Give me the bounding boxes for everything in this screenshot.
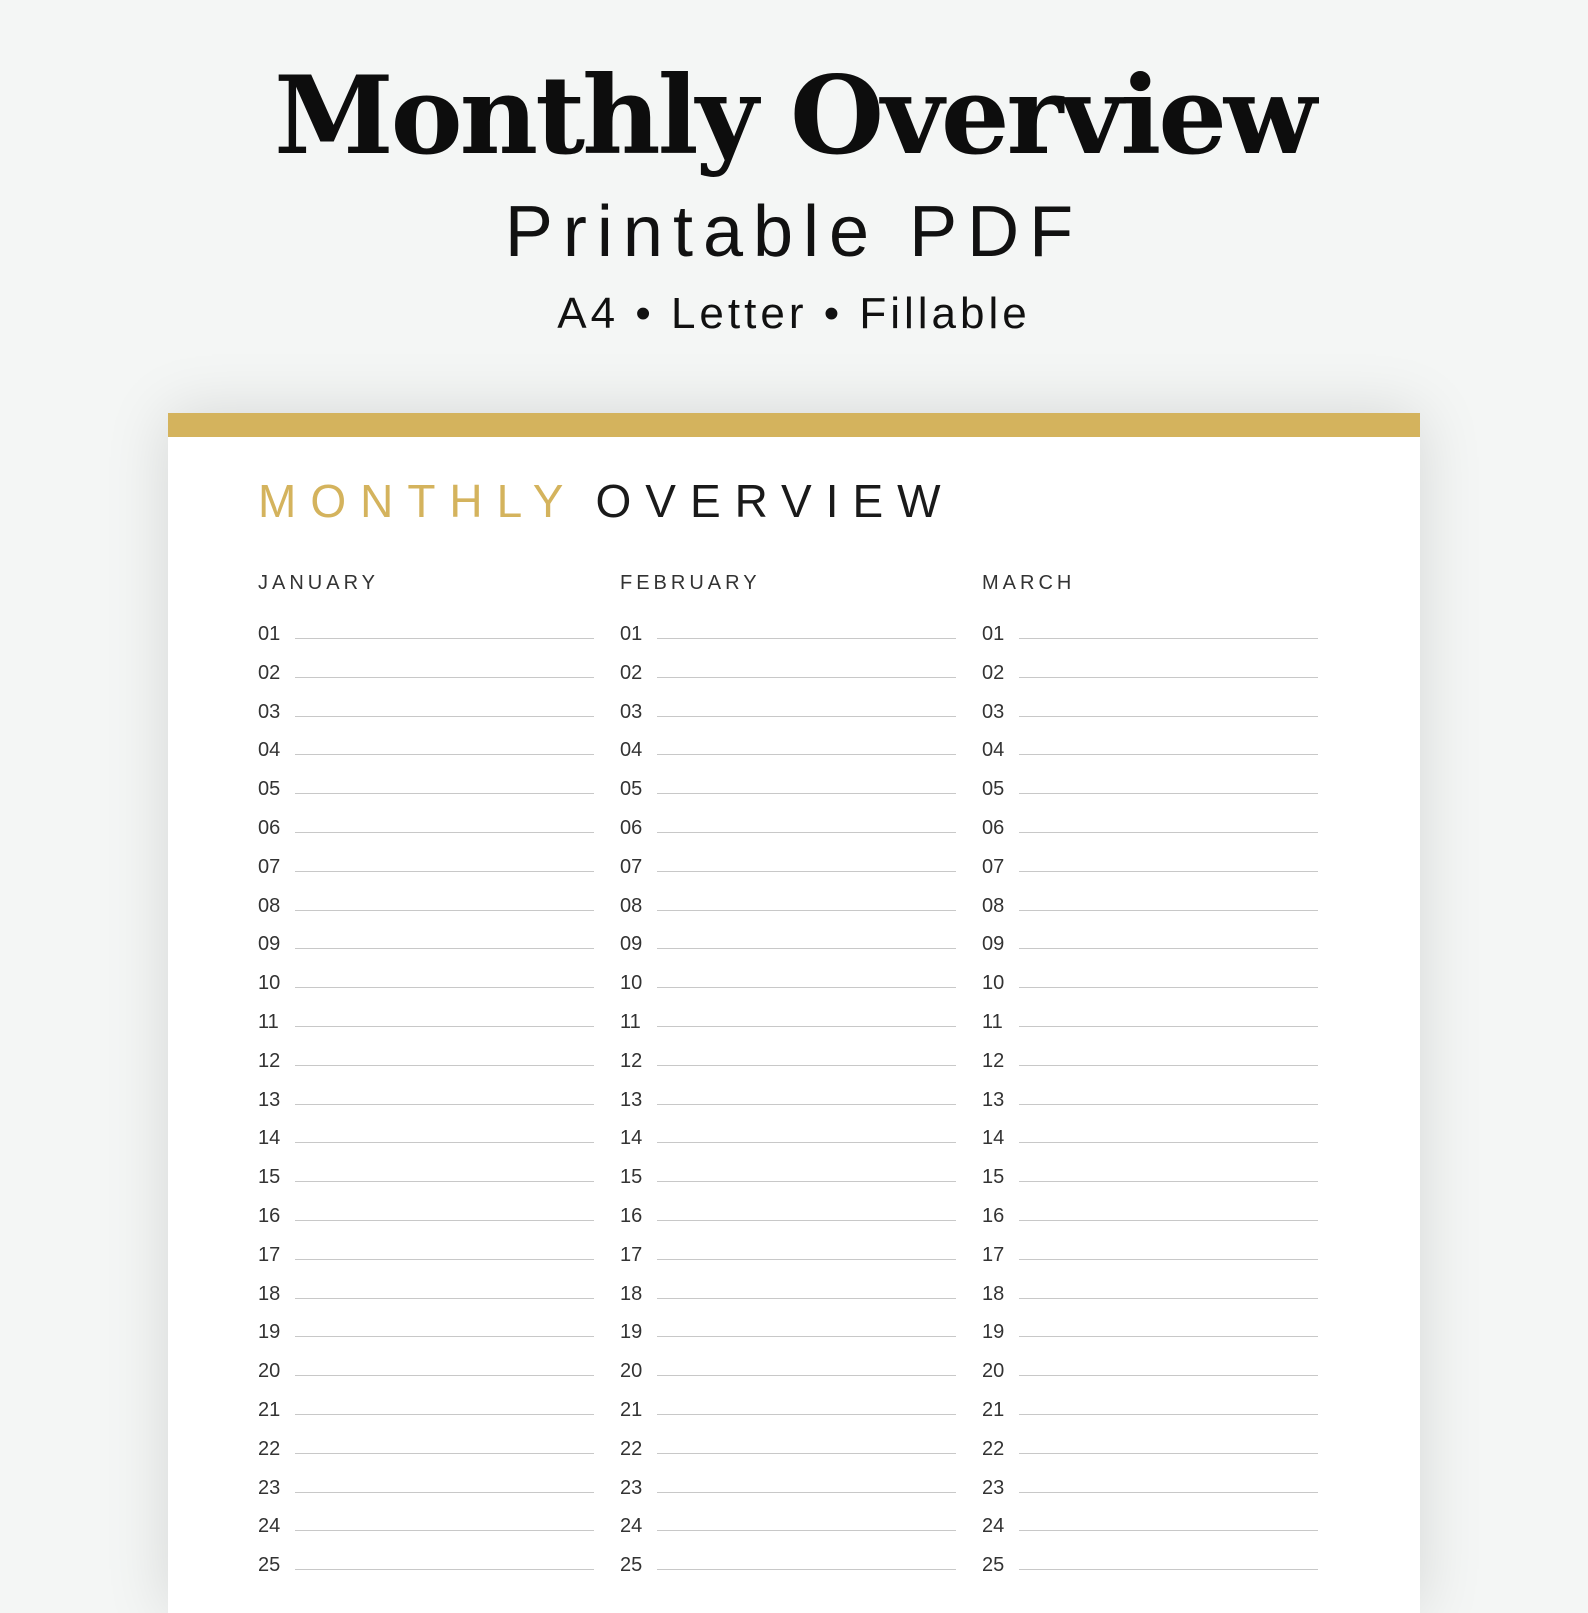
day-number: 08 — [982, 894, 1005, 917]
day-row — [258, 928, 594, 967]
day-number: 24 — [258, 1515, 281, 1538]
day-entry-line[interactable] — [1019, 1453, 1318, 1454]
day-number: 02 — [982, 661, 1005, 684]
day-row — [982, 928, 1318, 967]
day-entry-line[interactable] — [295, 987, 594, 988]
day-entry-line[interactable] — [295, 1104, 594, 1105]
day-entry-line[interactable] — [1019, 1414, 1318, 1415]
day-number: 02 — [258, 661, 281, 684]
day-number: 01 — [258, 623, 281, 645]
planner-sheet — [168, 413, 1420, 1613]
day-entry-line[interactable] — [1019, 677, 1318, 678]
day-entry-line[interactable] — [295, 871, 594, 872]
day-number: 25 — [982, 1554, 1005, 1577]
day-row — [258, 812, 594, 851]
day-entry-line[interactable] — [1019, 1530, 1318, 1531]
day-number: 14 — [620, 1127, 643, 1150]
day-row — [620, 1045, 956, 1084]
day-entry-line[interactable] — [657, 716, 956, 717]
day-number: 20 — [982, 1360, 1005, 1383]
day-number: 25 — [258, 1554, 281, 1577]
day-row — [258, 1394, 594, 1433]
day-row — [982, 657, 1318, 696]
day-row — [982, 1278, 1318, 1317]
day-entry-line[interactable] — [657, 1375, 956, 1376]
day-entry-line[interactable] — [657, 1453, 956, 1454]
day-entry-line[interactable] — [1019, 1065, 1318, 1066]
day-number: 06 — [258, 816, 281, 839]
day-row — [982, 1549, 1318, 1588]
day-row — [620, 1200, 956, 1239]
day-entry-line[interactable] — [295, 1414, 594, 1415]
day-entry-line[interactable] — [657, 1104, 956, 1105]
month-column-january — [258, 572, 594, 1577]
day-number: 21 — [620, 1398, 643, 1421]
sheet-heading — [258, 475, 955, 527]
day-row — [620, 1006, 956, 1045]
day-number: 22 — [258, 1437, 281, 1460]
day-number: 17 — [982, 1243, 1005, 1266]
day-row — [258, 1200, 594, 1239]
day-number: 03 — [258, 700, 281, 723]
day-entry-line[interactable] — [1019, 716, 1318, 717]
day-row — [258, 1316, 594, 1355]
day-number: 07 — [258, 855, 281, 878]
day-entry-line[interactable] — [295, 1259, 594, 1260]
day-entry-line[interactable] — [657, 1298, 956, 1299]
day-number: 23 — [258, 1476, 281, 1499]
day-row — [258, 851, 594, 890]
day-entry-line[interactable] — [657, 832, 956, 833]
day-entry-line[interactable] — [1019, 1298, 1318, 1299]
day-number: 08 — [620, 894, 643, 917]
day-entry-line[interactable] — [295, 910, 594, 911]
day-row — [620, 890, 956, 929]
day-number: 12 — [982, 1049, 1005, 1072]
day-row — [258, 1239, 594, 1278]
day-number: 20 — [620, 1360, 643, 1383]
day-entry-line[interactable] — [295, 1298, 594, 1299]
day-row — [982, 1316, 1318, 1355]
day-entry-line[interactable] — [1019, 1142, 1318, 1143]
day-entry-line[interactable] — [295, 1065, 594, 1066]
day-number: 03 — [982, 700, 1005, 723]
day-entry-line[interactable] — [295, 716, 594, 717]
day-entry-line[interactable] — [1019, 1259, 1318, 1260]
day-number: 16 — [982, 1204, 1005, 1227]
sheet-heading-overview: OVERVIEW — [595, 475, 955, 527]
day-number: 08 — [258, 894, 281, 917]
day-number: 09 — [258, 933, 281, 956]
day-row — [258, 1510, 594, 1549]
day-row — [620, 1239, 956, 1278]
day-row — [258, 1549, 594, 1588]
day-row — [620, 1084, 956, 1123]
day-rows — [982, 618, 1318, 1588]
day-entry-line[interactable] — [1019, 910, 1318, 911]
day-row — [620, 967, 956, 1006]
day-entry-line[interactable] — [657, 1181, 956, 1182]
day-row — [982, 734, 1318, 773]
day-number: 16 — [258, 1204, 281, 1227]
month-title: MARCH — [982, 572, 1076, 594]
day-number: 04 — [258, 739, 281, 762]
day-entry-line[interactable] — [295, 1220, 594, 1221]
day-number: 11 — [620, 1010, 641, 1033]
day-entry-line[interactable] — [657, 948, 956, 949]
day-row — [982, 851, 1318, 890]
day-number: 25 — [620, 1554, 643, 1577]
day-row — [982, 696, 1318, 735]
day-number: 05 — [620, 778, 643, 801]
day-row — [258, 618, 594, 657]
day-row — [982, 773, 1318, 812]
sheet-heading-monthly: MONTHLY — [258, 475, 578, 527]
day-row — [982, 890, 1318, 929]
day-number: 07 — [982, 855, 1005, 878]
day-row — [982, 1510, 1318, 1549]
day-row — [258, 734, 594, 773]
day-row — [982, 1433, 1318, 1472]
day-entry-line[interactable] — [1019, 754, 1318, 755]
day-row — [620, 1161, 956, 1200]
day-row — [620, 1433, 956, 1472]
day-entry-line[interactable] — [657, 793, 956, 794]
day-number: 23 — [620, 1476, 643, 1499]
day-entry-line[interactable] — [295, 793, 594, 794]
day-row — [620, 1355, 956, 1394]
hero-subtitle: Printable PDF — [504, 192, 1084, 272]
day-entry-line[interactable] — [657, 1026, 956, 1027]
day-entry-line[interactable] — [295, 638, 594, 639]
day-number: 10 — [258, 972, 281, 995]
day-number: 09 — [620, 933, 643, 956]
day-entry-line[interactable] — [1019, 793, 1318, 794]
day-number: 04 — [620, 739, 643, 762]
month-title: FEBRUARY — [620, 572, 761, 594]
day-entry-line[interactable] — [1019, 1181, 1318, 1182]
day-number: 06 — [620, 816, 643, 839]
day-row — [620, 1549, 956, 1588]
day-row — [258, 696, 594, 735]
day-number: 04 — [982, 739, 1005, 762]
day-rows — [620, 618, 956, 1588]
day-row — [620, 1316, 956, 1355]
day-number: 11 — [258, 1010, 279, 1033]
day-number: 12 — [620, 1049, 643, 1072]
day-number: 18 — [982, 1282, 1005, 1305]
day-number: 03 — [620, 700, 643, 723]
day-entry-line[interactable] — [1019, 871, 1318, 872]
day-number: 17 — [258, 1243, 281, 1266]
day-row — [620, 851, 956, 890]
day-row — [620, 1278, 956, 1317]
day-rows — [258, 618, 594, 1588]
day-entry-line[interactable] — [1019, 1336, 1318, 1337]
day-row — [258, 1433, 594, 1472]
day-row — [982, 1355, 1318, 1394]
day-row — [258, 773, 594, 812]
day-row — [258, 1161, 594, 1200]
day-entry-line[interactable] — [1019, 1375, 1318, 1376]
accent-bar — [168, 413, 1420, 437]
day-number: 21 — [982, 1398, 1005, 1421]
day-entry-line[interactable] — [295, 1336, 594, 1337]
day-entry-line[interactable] — [657, 1530, 956, 1531]
day-row — [982, 1084, 1318, 1123]
day-number: 06 — [982, 816, 1005, 839]
day-row — [258, 890, 594, 929]
day-entry-line[interactable] — [657, 1142, 956, 1143]
day-row — [258, 1472, 594, 1511]
day-number: 15 — [982, 1166, 1005, 1189]
day-entry-line[interactable] — [1019, 638, 1318, 639]
day-entry-line[interactable] — [657, 1492, 956, 1493]
day-entry-line[interactable] — [295, 1026, 594, 1027]
day-entry-line[interactable] — [295, 1375, 594, 1376]
day-entry-line[interactable] — [295, 1492, 594, 1493]
day-number: 07 — [620, 855, 643, 878]
day-entry-line[interactable] — [1019, 1220, 1318, 1221]
day-number: 13 — [620, 1088, 643, 1111]
day-row — [982, 1200, 1318, 1239]
day-row — [258, 967, 594, 1006]
day-number: 19 — [982, 1321, 1005, 1344]
day-number: 10 — [982, 972, 1005, 995]
day-row — [620, 618, 956, 657]
day-number: 13 — [258, 1088, 281, 1111]
day-entry-line[interactable] — [295, 1569, 594, 1570]
month-title: JANUARY — [258, 572, 379, 594]
day-row — [258, 1045, 594, 1084]
day-row — [620, 812, 956, 851]
day-number: 02 — [620, 661, 643, 684]
day-row — [982, 1122, 1318, 1161]
day-row — [620, 734, 956, 773]
day-entry-line[interactable] — [657, 1569, 956, 1570]
day-row — [258, 1122, 594, 1161]
day-entry-line[interactable] — [295, 832, 594, 833]
day-row — [620, 928, 956, 967]
day-entry-line[interactable] — [1019, 987, 1318, 988]
day-entry-line[interactable] — [295, 1142, 594, 1143]
day-row — [982, 1394, 1318, 1433]
day-number: 19 — [258, 1321, 281, 1344]
day-row — [982, 1006, 1318, 1045]
day-row — [982, 1239, 1318, 1278]
day-number: 24 — [620, 1515, 643, 1538]
day-row — [620, 1122, 956, 1161]
day-row — [620, 696, 956, 735]
day-number: 18 — [620, 1282, 643, 1305]
day-number: 15 — [258, 1166, 281, 1189]
day-row — [258, 1278, 594, 1317]
day-entry-line[interactable] — [1019, 1492, 1318, 1493]
day-entry-line[interactable] — [657, 1220, 956, 1221]
day-entry-line[interactable] — [1019, 1104, 1318, 1105]
day-row — [258, 1355, 594, 1394]
day-entry-line[interactable] — [1019, 832, 1318, 833]
day-entry-line[interactable] — [657, 871, 956, 872]
day-entry-line[interactable] — [657, 1414, 956, 1415]
day-entry-line[interactable] — [657, 638, 956, 639]
day-row — [982, 1472, 1318, 1511]
day-entry-line[interactable] — [295, 754, 594, 755]
month-column-march — [982, 572, 1318, 1577]
day-row — [982, 812, 1318, 851]
day-entry-line[interactable] — [657, 987, 956, 988]
day-number: 23 — [982, 1476, 1005, 1499]
day-entry-line[interactable] — [295, 1181, 594, 1182]
day-number: 22 — [982, 1437, 1005, 1460]
day-entry-line[interactable] — [657, 754, 956, 755]
day-entry-line[interactable] — [295, 677, 594, 678]
day-number: 14 — [982, 1127, 1005, 1150]
day-row — [982, 967, 1318, 1006]
day-row — [620, 657, 956, 696]
hero-title: Monthly Overview — [274, 53, 1314, 179]
day-row — [982, 1045, 1318, 1084]
day-number: 05 — [258, 778, 281, 801]
day-row — [620, 773, 956, 812]
day-number: 24 — [982, 1515, 1005, 1538]
day-number: 19 — [620, 1321, 643, 1344]
day-number: 20 — [258, 1360, 281, 1383]
hero-formats: A4 • Letter • Fillable — [557, 289, 1031, 338]
day-row — [982, 1161, 1318, 1200]
day-number: 05 — [982, 778, 1005, 801]
day-number: 14 — [258, 1127, 281, 1150]
day-number: 13 — [982, 1088, 1005, 1111]
day-number: 22 — [620, 1437, 643, 1460]
day-number: 15 — [620, 1166, 643, 1189]
day-row — [258, 657, 594, 696]
day-number: 18 — [258, 1282, 281, 1305]
day-row — [258, 1084, 594, 1123]
day-entry-line[interactable] — [657, 1336, 956, 1337]
day-entry-line[interactable] — [1019, 1569, 1318, 1570]
day-row — [620, 1394, 956, 1433]
day-number: 11 — [982, 1010, 1003, 1033]
day-entry-line[interactable] — [657, 677, 956, 678]
day-entry-line[interactable] — [1019, 948, 1318, 949]
day-entry-line[interactable] — [657, 1065, 956, 1066]
day-number: 21 — [258, 1398, 281, 1421]
day-entry-line[interactable] — [1019, 1026, 1318, 1027]
day-row — [258, 1006, 594, 1045]
day-number: 01 — [982, 623, 1005, 645]
day-entry-line[interactable] — [657, 1259, 956, 1260]
day-row — [620, 1472, 956, 1511]
day-number: 17 — [620, 1243, 643, 1266]
day-entry-line[interactable] — [657, 910, 956, 911]
day-entry-line[interactable] — [295, 1530, 594, 1531]
day-number: 10 — [620, 972, 643, 995]
day-number: 12 — [258, 1049, 281, 1072]
day-entry-line[interactable] — [295, 948, 594, 949]
day-number: 01 — [620, 623, 643, 645]
day-entry-line[interactable] — [295, 1453, 594, 1454]
day-row — [620, 1510, 956, 1549]
day-number: 16 — [620, 1204, 643, 1227]
day-number: 09 — [982, 933, 1005, 956]
month-column-february — [620, 572, 956, 1577]
day-row — [982, 618, 1318, 657]
